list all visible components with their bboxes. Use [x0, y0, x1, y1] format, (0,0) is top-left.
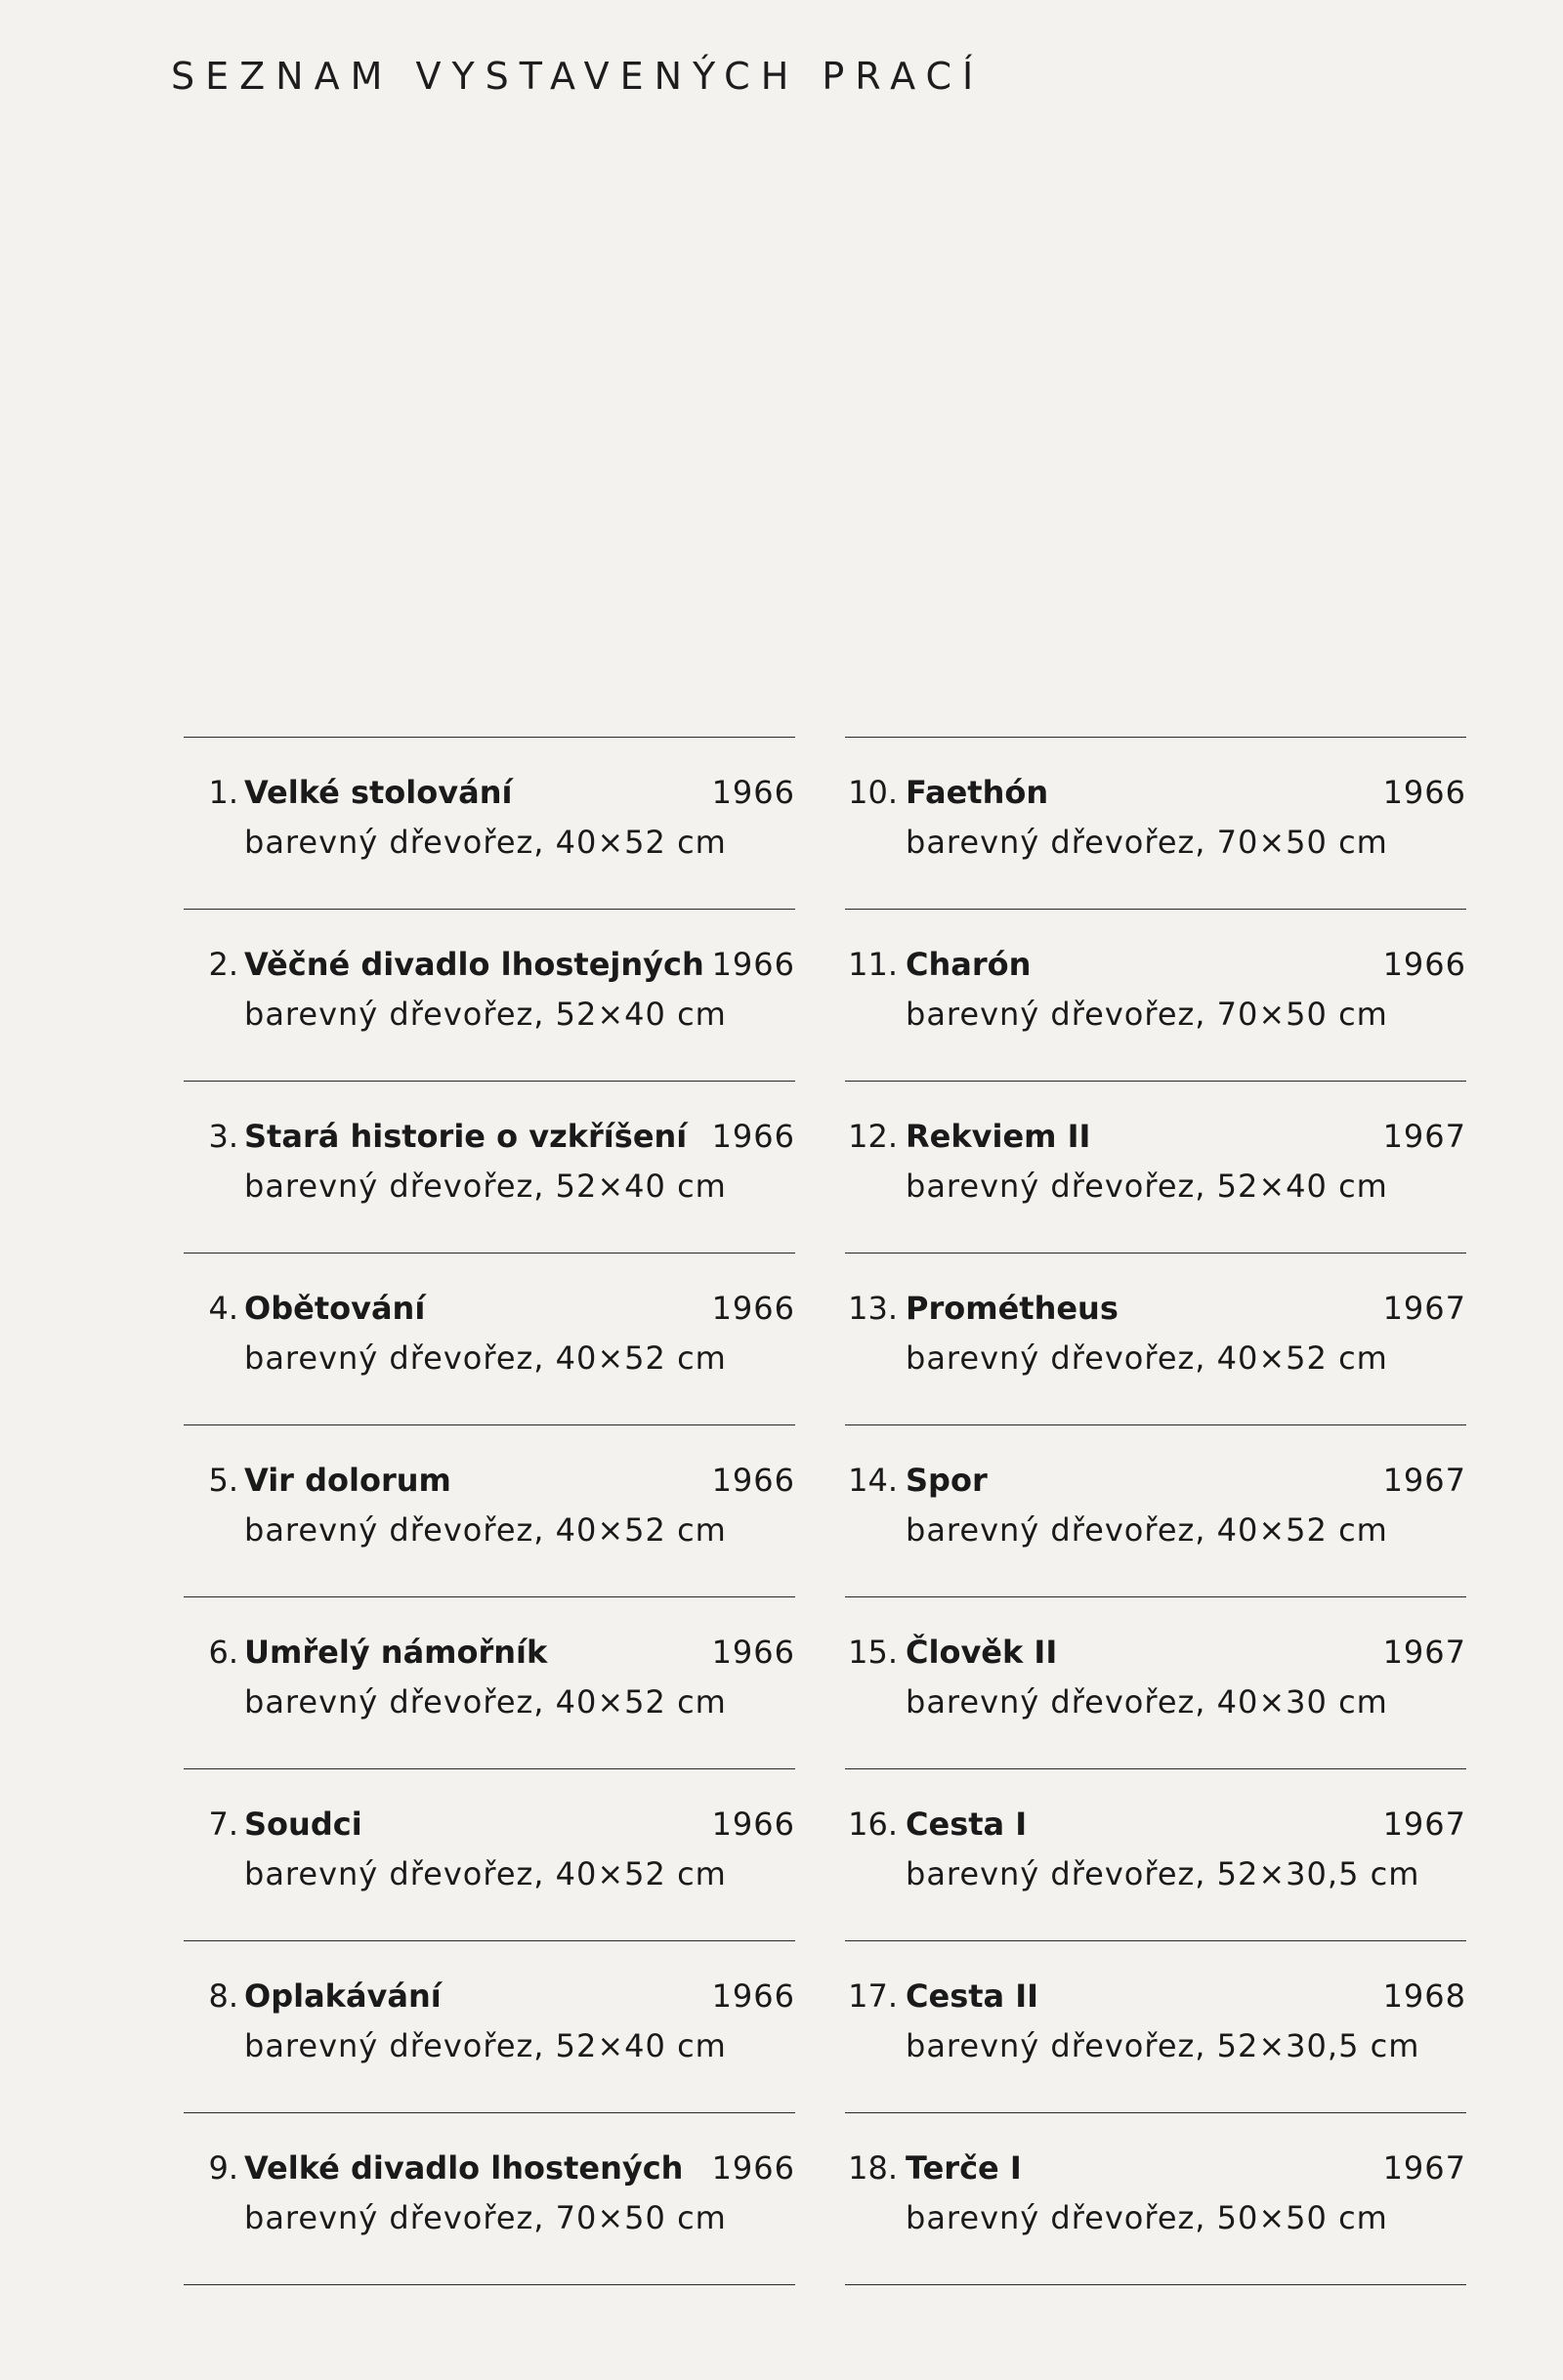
item-description: barevný dřevořez, 40×52 cm — [244, 1511, 727, 1549]
divider — [184, 1081, 795, 1082]
item-description: barevný dřevořez, 40×52 cm — [244, 1339, 727, 1377]
list-item — [184, 1940, 795, 2112]
item-number: 9. — [208, 2149, 238, 2187]
divider — [184, 1253, 795, 1254]
divider — [845, 737, 1466, 738]
item-title: Cesta II — [906, 1977, 1039, 2015]
list-item — [845, 1940, 1466, 2112]
list-item — [845, 1768, 1466, 1940]
item-year: 1967 — [1382, 1462, 1466, 1499]
list-item — [845, 2112, 1466, 2284]
divider — [845, 1081, 1466, 1082]
item-description: barevný dřevořez, 52×30,5 cm — [906, 2027, 1420, 2064]
item-number: 8. — [208, 1977, 238, 2015]
item-title: Prométheus — [906, 1290, 1119, 1327]
item-title: Soudci — [244, 1806, 362, 1843]
item-title: Cesta I — [906, 1806, 1028, 1843]
divider — [184, 1940, 795, 1941]
item-number: 4. — [208, 1290, 238, 1327]
divider — [184, 2112, 795, 2113]
divider — [845, 2284, 1466, 2285]
item-description: barevný dřevořez, 70×50 cm — [244, 2199, 727, 2236]
item-year: 1966 — [711, 946, 795, 983]
divider — [845, 1596, 1466, 1597]
list-item — [845, 1253, 1466, 1424]
divider — [184, 909, 795, 910]
list-item — [845, 1424, 1466, 1596]
item-description: barevný dřevořez, 40×52 cm — [906, 1339, 1388, 1377]
item-description: barevný dřevořez, 50×50 cm — [906, 2199, 1388, 2236]
divider — [845, 1940, 1466, 1941]
item-description: barevný dřevořez, 52×40 cm — [244, 996, 727, 1033]
item-title: Terče I — [906, 2149, 1022, 2187]
divider — [845, 1253, 1466, 1254]
page-title: SEZNAM VYSTAVENÝCH PRACÍ — [171, 55, 985, 98]
list-item — [845, 909, 1466, 1081]
divider — [184, 1424, 795, 1425]
item-number: 7. — [208, 1806, 238, 1843]
item-description: barevný dřevořez, 70×50 cm — [906, 824, 1388, 861]
item-year: 1967 — [1382, 1290, 1466, 1327]
list-item — [184, 1253, 795, 1424]
item-title: Velké divadlo lhostených — [244, 2149, 684, 2187]
item-number: 2. — [208, 946, 238, 983]
item-year: 1966 — [711, 1462, 795, 1499]
item-year: 1967 — [1382, 1634, 1466, 1671]
item-title: Velké stolování — [244, 774, 513, 811]
item-description: barevný dřevořez, 52×40 cm — [906, 1168, 1388, 1205]
item-year: 1966 — [711, 1290, 795, 1327]
item-year: 1966 — [711, 1977, 795, 2015]
item-description: barevný dřevořez, 40×52 cm — [244, 1683, 727, 1721]
item-number: 1. — [208, 774, 238, 811]
list-item — [184, 1596, 795, 1768]
item-title: Umřelý námořník — [244, 1634, 548, 1671]
item-number: 12. — [848, 1118, 898, 1155]
item-number: 14. — [848, 1462, 898, 1499]
item-year: 1966 — [711, 2149, 795, 2187]
list-item — [845, 1596, 1466, 1768]
item-title: Faethón — [906, 774, 1049, 811]
divider — [845, 1768, 1466, 1769]
item-year: 1966 — [711, 774, 795, 811]
divider — [845, 909, 1466, 910]
item-description: barevný dřevořez, 52×30,5 cm — [906, 1855, 1420, 1892]
list-item — [184, 1081, 795, 1253]
item-number: 18. — [848, 2149, 898, 2187]
item-description: barevný dřevořez, 40×52 cm — [244, 1855, 727, 1892]
list-item — [184, 1768, 795, 1940]
item-year: 1966 — [1382, 946, 1466, 983]
item-title: Obětování — [244, 1290, 426, 1327]
item-number: 15. — [848, 1634, 898, 1671]
item-title: Stará historie o vzkříšení — [244, 1118, 688, 1155]
item-year: 1968 — [1382, 1977, 1466, 2015]
item-title: Věčné divadlo lhostejných — [244, 946, 704, 983]
item-number: 11. — [848, 946, 898, 983]
item-title: Rekviem II — [906, 1118, 1091, 1155]
divider — [184, 737, 795, 738]
item-number: 6. — [208, 1634, 238, 1671]
divider — [845, 1424, 1466, 1425]
item-description: barevný dřevořez, 40×52 cm — [906, 1511, 1388, 1549]
item-year: 1967 — [1382, 1118, 1466, 1155]
item-title: Charón — [906, 946, 1032, 983]
item-year: 1966 — [711, 1634, 795, 1671]
divider — [845, 2112, 1466, 2113]
item-description: barevný dřevořez, 52×40 cm — [244, 1168, 727, 1205]
list-item — [845, 1081, 1466, 1253]
list-item — [184, 737, 795, 909]
item-title: Vir dolorum — [244, 1462, 451, 1499]
item-title: Člověk II — [906, 1634, 1058, 1671]
item-year: 1966 — [711, 1118, 795, 1155]
item-year: 1966 — [1382, 774, 1466, 811]
works-list-left — [184, 737, 795, 2285]
item-number: 3. — [208, 1118, 238, 1155]
item-title: Oplakávání — [244, 1977, 442, 2015]
item-title: Spor — [906, 1462, 988, 1499]
list-item — [184, 909, 795, 1081]
list-item — [184, 2112, 795, 2284]
item-number: 13. — [848, 1290, 898, 1327]
item-description: barevný dřevořez, 52×40 cm — [244, 2027, 727, 2064]
item-year: 1967 — [1382, 1806, 1466, 1843]
list-item — [184, 1424, 795, 1596]
works-list-right — [845, 737, 1466, 2285]
divider — [184, 1596, 795, 1597]
item-number: 5. — [208, 1462, 238, 1499]
item-year: 1966 — [711, 1806, 795, 1843]
item-description: barevný dřevořez, 40×52 cm — [244, 824, 727, 861]
divider — [184, 2284, 795, 2285]
list-item — [845, 737, 1466, 909]
item-number: 17. — [848, 1977, 898, 2015]
item-number: 10. — [848, 774, 898, 811]
item-description: barevný dřevořez, 70×50 cm — [906, 996, 1388, 1033]
divider — [184, 1768, 795, 1769]
item-description: barevný dřevořez, 40×30 cm — [906, 1683, 1388, 1721]
item-number: 16. — [848, 1806, 898, 1843]
item-year: 1967 — [1382, 2149, 1466, 2187]
